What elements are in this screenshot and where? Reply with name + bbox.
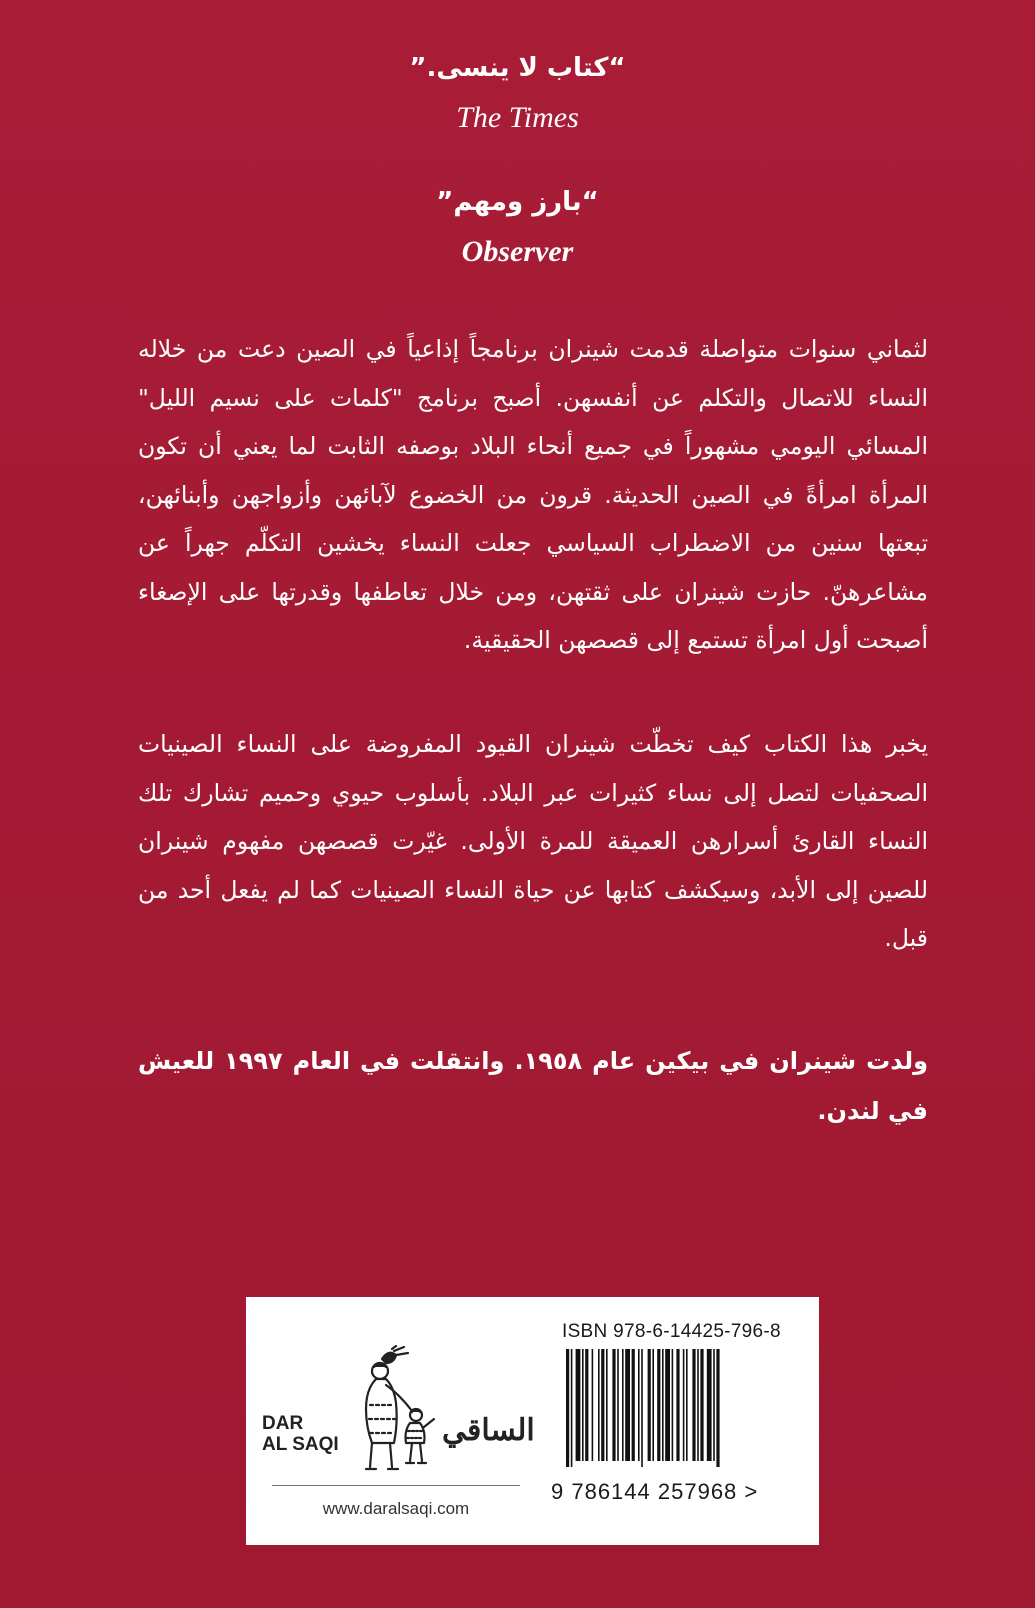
description-paragraph-1: لثماني سنوات متواصلة قدمت شينران برنامجاً إذاعياً في الصين دعت من خلاله النساء للاتصال والتكلم عن أنفسهن. أصبح برنامج "كلمات على نسيم الليل" المسائي اليومي مشهوراً في جميع أنحاء البلاد بوصفه الثابت لما يعني أن تكون المرأة امرأةً في الصين الحديثة. قرون من الخضوع لآبائهن وأزواجهن وأبنائهن، تبعتها سنين من الاضطراب السياسي جعلت النساء يخشين التكلّم جهراً عن مشاعرهنّ. حازت شينران على ثقتهن، ومن خلال تعاطفها وقدرتها على الإصغاء أصبحت أول امرأة تستمع إلى قصصهن الحقيقية.	[138, 335, 928, 654]
quote-text: “كتاب لا ينسى.”	[409, 53, 626, 83]
publisher-name-line1: DAR	[262, 1413, 304, 1434]
barcode-bar	[672, 1349, 674, 1461]
quote-observer	[0, 184, 1035, 270]
barcode-bar	[638, 1349, 640, 1461]
barcode-bar	[683, 1349, 685, 1461]
barcode-bar	[606, 1349, 608, 1461]
quote-text: “بارز ومهم”	[436, 187, 599, 217]
barcode-bar	[665, 1349, 670, 1461]
barcode-bar	[598, 1349, 600, 1461]
barcode-bar	[585, 1349, 588, 1461]
barcode-bar	[641, 1349, 643, 1467]
barcode-bar	[612, 1349, 615, 1461]
barcode-bar	[707, 1349, 712, 1461]
divider	[272, 1485, 520, 1486]
barcode-bar	[700, 1349, 703, 1461]
author-note: ولدت شينران في بيكين عام ١٩٥٨. وانتقلت في العام ١٩٩٧ للعيش في لندن.	[138, 1047, 928, 1125]
barcode-bar	[676, 1349, 679, 1461]
barcode-bar	[592, 1349, 594, 1461]
description-paragraph-2: يخبر هذا الكتاب كيف تخطّت شينران القيود المفروضة على النساء الصينيات الصحفيات لتصل إلى نساء كثيرات عبر البلاد. بأسلوب حيوي وحميم تشارك تلك النساء القارئ أسرارهن العميقة للمرة الأولى. غيّرت قصصهن مفهوم شينران للصين إلى الأبد، وسيكشف كتابها عن حياة النساء الصينيات كما لم يفعل أحد من قبل.	[138, 730, 928, 952]
barcode-bar	[652, 1349, 654, 1461]
barcode-bar	[622, 1349, 624, 1461]
quote-source: Observer	[461, 235, 574, 268]
quote-times	[0, 50, 1035, 136]
barcode-bar	[686, 1349, 688, 1461]
publisher-name-arabic: الساقي	[442, 1413, 535, 1448]
barcode-bar	[662, 1349, 664, 1461]
isbn-label: ISBN 978-6-14425-796-8	[562, 1321, 781, 1342]
publisher-figures-icon	[352, 1345, 442, 1475]
barcode-bar	[566, 1349, 569, 1467]
barcode-bar	[697, 1349, 699, 1461]
barcode-bar	[601, 1349, 604, 1461]
barcode-bar	[713, 1349, 715, 1461]
barcode-bar	[625, 1349, 630, 1461]
publisher-website: www.daralsaqi.com	[322, 1499, 470, 1518]
barcode-bar	[657, 1349, 660, 1461]
barcode-bar	[632, 1349, 635, 1461]
barcode-bar	[571, 1349, 573, 1467]
publisher-name-line2: AL SAQI	[262, 1434, 339, 1455]
barcode-bar	[648, 1349, 651, 1461]
barcode-bar	[576, 1349, 581, 1461]
barcode-label	[246, 1297, 819, 1545]
barcode-bar	[716, 1349, 719, 1467]
quote-source: The Times	[456, 101, 579, 134]
publisher-name	[262, 1413, 339, 1455]
barcode-digits: 9 786144 257968 >	[551, 1479, 759, 1504]
barcode-bar	[582, 1349, 584, 1461]
barcode-bar	[692, 1349, 695, 1461]
barcode-icon	[564, 1349, 786, 1467]
barcode-bar	[617, 1349, 619, 1461]
